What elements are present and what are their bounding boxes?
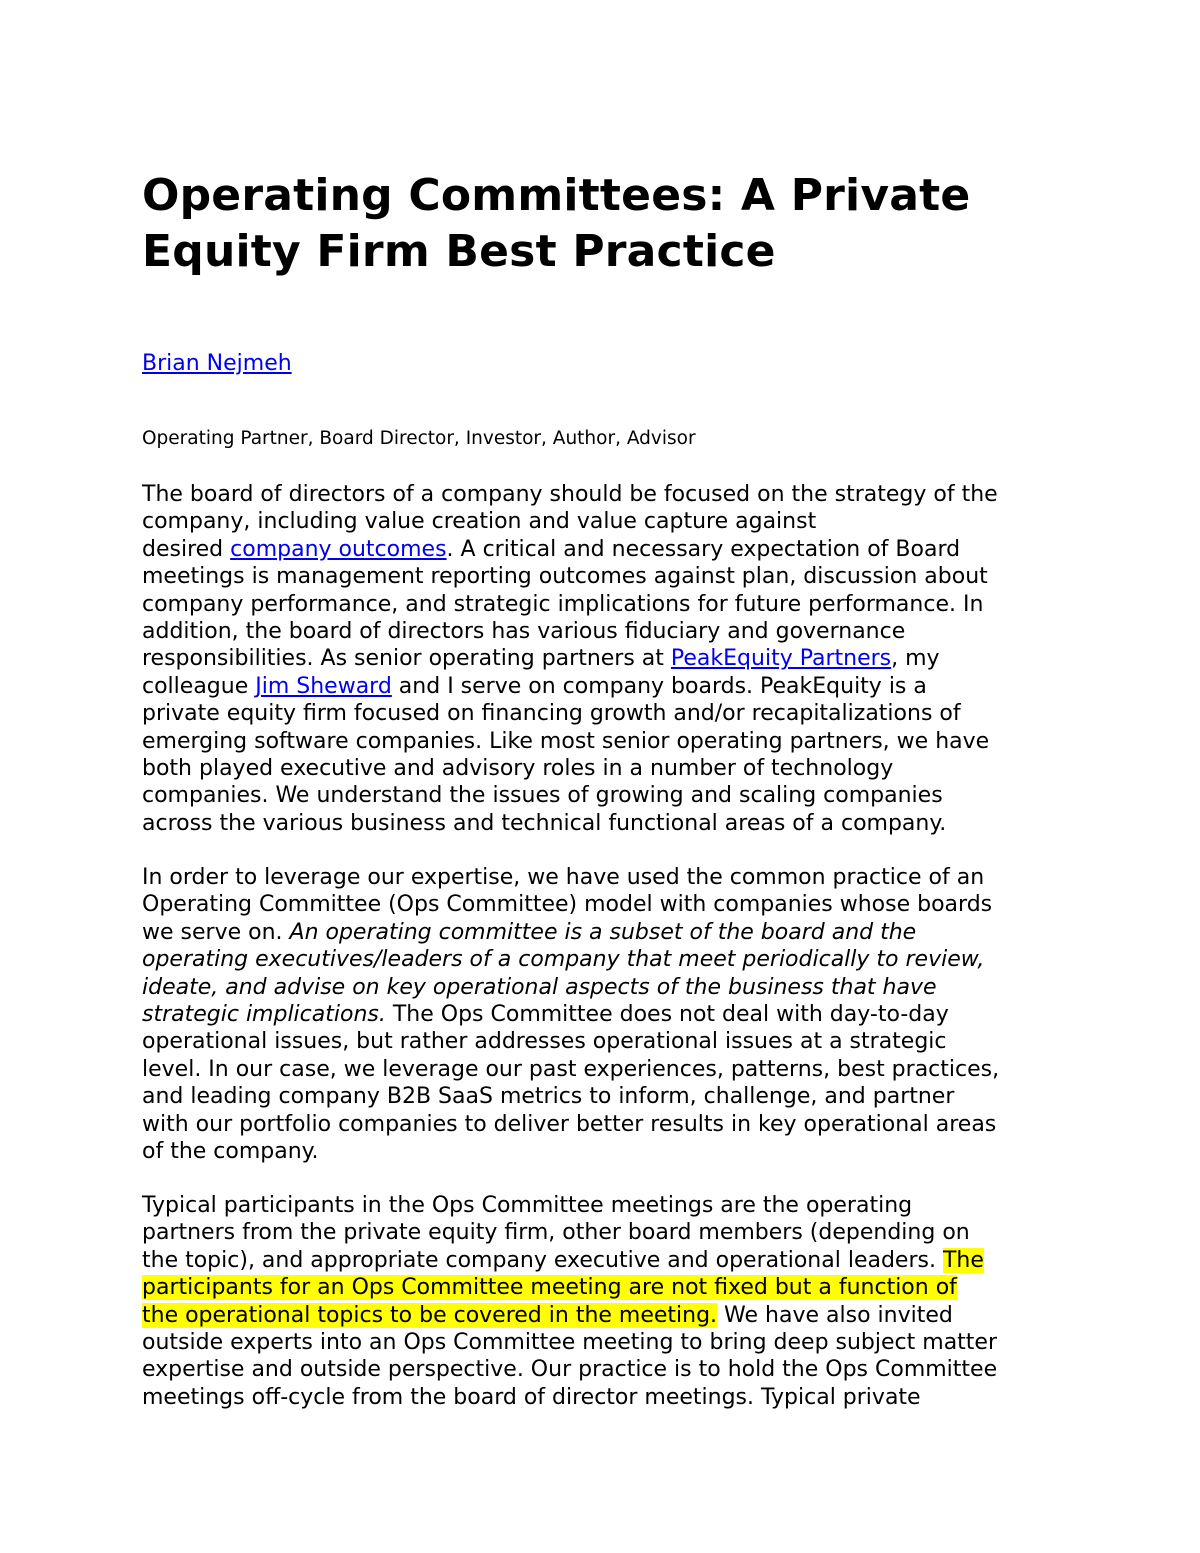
italic-definition: ideate, and advise on key operational aspects of the business that have <box>142 974 937 1000</box>
text-segment: the topic), and appropriate company executive and operational leaders. <box>142 1247 943 1273</box>
text-line: operational issues, but rather addresses operational issues at a strategic <box>142 1029 947 1055</box>
text-line <box>142 1001 1072 1028</box>
italic-definition: operating executives/leaders of a company that meet periodically to review, <box>142 947 985 973</box>
text-segment: , my <box>891 646 940 672</box>
text-line: Typical participants in the Ops Committee meetings are the operating <box>142 1193 913 1218</box>
text-line: meetings off-cycle from the board of director meetings. Typical private <box>142 1384 921 1410</box>
title-line-1: Operating Committees: A Private <box>142 170 971 221</box>
text-line: both played executive and advisory roles in a number of technology <box>142 756 894 782</box>
text-line: addition, the board of directors has various fiduciary and governance <box>142 619 906 645</box>
text-line: company, including value creation and value capture against <box>142 509 817 535</box>
paragraph-2 <box>142 864 1072 1165</box>
text-line <box>142 673 1072 700</box>
text-line: companies. We understand the issues of growing and scaling companies <box>142 783 943 809</box>
text-line: level. In our case, we leverage our past experiences, patterns, best practices, <box>142 1056 1000 1082</box>
author-name-link[interactable]: Brian Nejmeh <box>142 351 292 376</box>
text-segment: desired <box>142 536 231 562</box>
highlighted-text: The <box>942 1247 984 1273</box>
author-role: Operating Partner, Board Director, Investor, Author, Advisor <box>142 428 696 449</box>
text-line: expertise and outside perspective. Our practice is to hold the Ops Committee <box>142 1357 998 1383</box>
text-line: with our portfolio companies to deliver better results in key operational areas <box>142 1111 997 1137</box>
text-segment: and I serve on company boards. PeakEquity is a <box>391 673 927 699</box>
text-line: private equity firm focused on financing growth and/or recapitalizations of <box>142 701 961 727</box>
text-segment: responsibilities. As senior operating partners at <box>142 646 671 672</box>
text-segment: We have also invited <box>717 1302 953 1328</box>
text-line: across the various business and technical functional areas of a company. <box>142 810 947 836</box>
text-line: and leading company B2B SaaS metrics to inform, challenge, and partner <box>142 1084 955 1110</box>
text-line: Operating Committee (Ops Committee) model with companies whose boards <box>142 892 993 918</box>
text-segment: . A critical and necessary expectation of Board <box>446 536 961 562</box>
text-line: of the company. <box>142 1139 319 1165</box>
jim-sheward-link[interactable]: Jim Sheward <box>255 673 392 699</box>
title-line-2: Equity Firm Best Practice <box>142 226 776 277</box>
highlighted-text: the operational topics to be covered in the meeting. <box>142 1302 718 1328</box>
author-byline <box>142 348 292 380</box>
text-line <box>142 1247 1072 1274</box>
text-segment: The Ops Committee does not deal with day-to-day <box>385 1002 949 1028</box>
italic-definition: An operating committee is a subset of the board and the <box>289 919 917 945</box>
text-segment: colleague <box>142 673 256 699</box>
text-line <box>142 919 1072 946</box>
text-line <box>142 1274 1072 1301</box>
highlighted-text: participants for an Ops Committee meeting are not fixed but a function of <box>142 1275 957 1301</box>
text-line: meetings is management reporting outcomes against plan, discussion about <box>142 564 988 590</box>
paragraph-1 <box>142 481 1072 837</box>
paragraph-3 <box>142 1192 1072 1411</box>
text-line: company performance, and strategic implications for future performance. In <box>142 591 984 617</box>
text-line: outside experts into an Ops Committee meeting to bring deep subject matter <box>142 1330 998 1356</box>
text-line: In order to leverage our expertise, we have used the common practice of an <box>142 865 985 890</box>
text-line <box>142 645 1072 672</box>
document-title <box>142 168 1072 280</box>
peakequity-partners-link[interactable]: PeakEquity Partners <box>670 646 892 672</box>
text-line: emerging software companies. Like most senior operating partners, we have <box>142 728 990 754</box>
text-line <box>142 1302 1072 1329</box>
text-segment: we serve on. <box>142 919 290 945</box>
company-outcomes-link[interactable]: company outcomes <box>230 536 447 562</box>
italic-definition: strategic implications. <box>142 1002 386 1028</box>
text-line: partners from the private equity firm, other board members (depending on <box>142 1220 970 1246</box>
text-line <box>142 536 1072 563</box>
text-line: The board of directors of a company should be focused on the strategy of the <box>142 482 998 507</box>
